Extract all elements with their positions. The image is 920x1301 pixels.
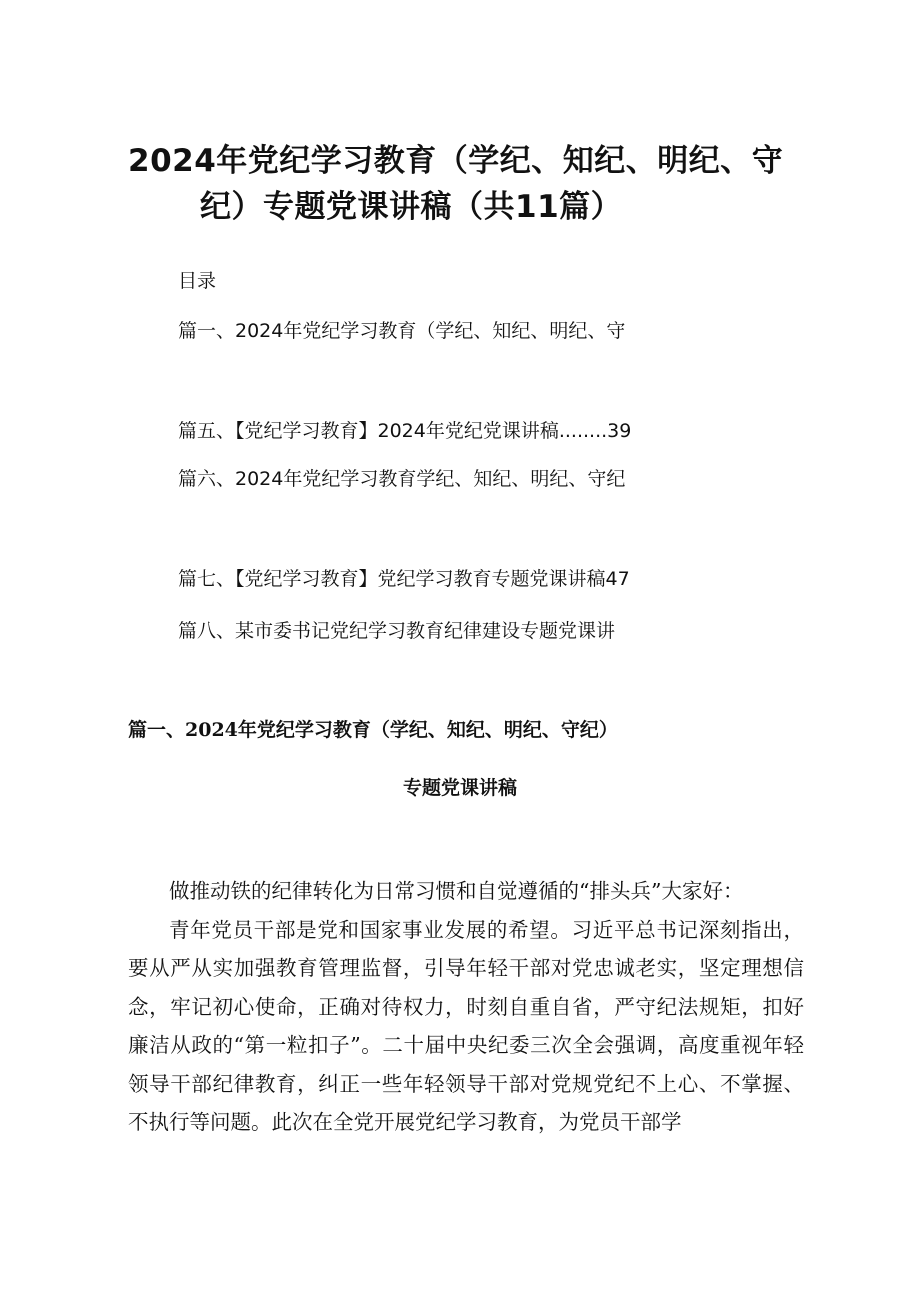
document-title-line-2: 纪）专题党课讲稿（共11篇） [200, 189, 623, 225]
body-text [128, 872, 804, 1142]
toc-item-5[interactable]: 篇五、【党纪学习教育】2024年党纪党课讲稿........39 [178, 420, 632, 442]
toc-item-1[interactable]: 篇一、2024年党纪学习教育（学纪、知纪、明纪、守 [178, 320, 626, 342]
section-title: 篇一、2024年党纪学习教育（学纪、知纪、明纪、守纪） [128, 719, 618, 741]
document-title-line-1: 2024年党纪学习教育（学纪、知纪、明纪、守 [128, 143, 784, 179]
document-title [128, 138, 808, 230]
toc-item-6[interactable]: 篇六、2024年党纪学习教育学纪、知纪、明纪、守纪 [178, 468, 626, 490]
toc-item-7[interactable]: 篇七、【党纪学习教育】党纪学习教育专题党课讲稿47 [178, 568, 630, 590]
toc-heading: 目录 [178, 270, 217, 292]
paragraph: 做推动铁的纪律转化为日常习惯和自觉遵循的“排头兵”大家好： [169, 879, 744, 903]
paragraph: 青年党员干部是党和国家事业发展的希望。习近平总书记深刻指出，要从严从实加强教育管理监督，引导年轻干部对党忠诚老实，坚定理想信念，牢记初心使命，正确对待权力，时刻自重自省，严守纪法规矩，扣好廉洁从政的“第一粒扣子”。二十届中央纪委三次全会强调，高度重视年轻领导干部纪律教育，纠正一些年轻领导干部对党规党纪不上心、不掌握、不执行等问题。此次在全党开展党纪学习教育，为党员干部学 [128, 917, 804, 1134]
section-subtitle: 专题党课讲稿 [402, 777, 517, 799]
toc-item-8[interactable]: 篇八、某市委书记党纪学习教育纪律建设专题党课讲 [178, 620, 616, 642]
